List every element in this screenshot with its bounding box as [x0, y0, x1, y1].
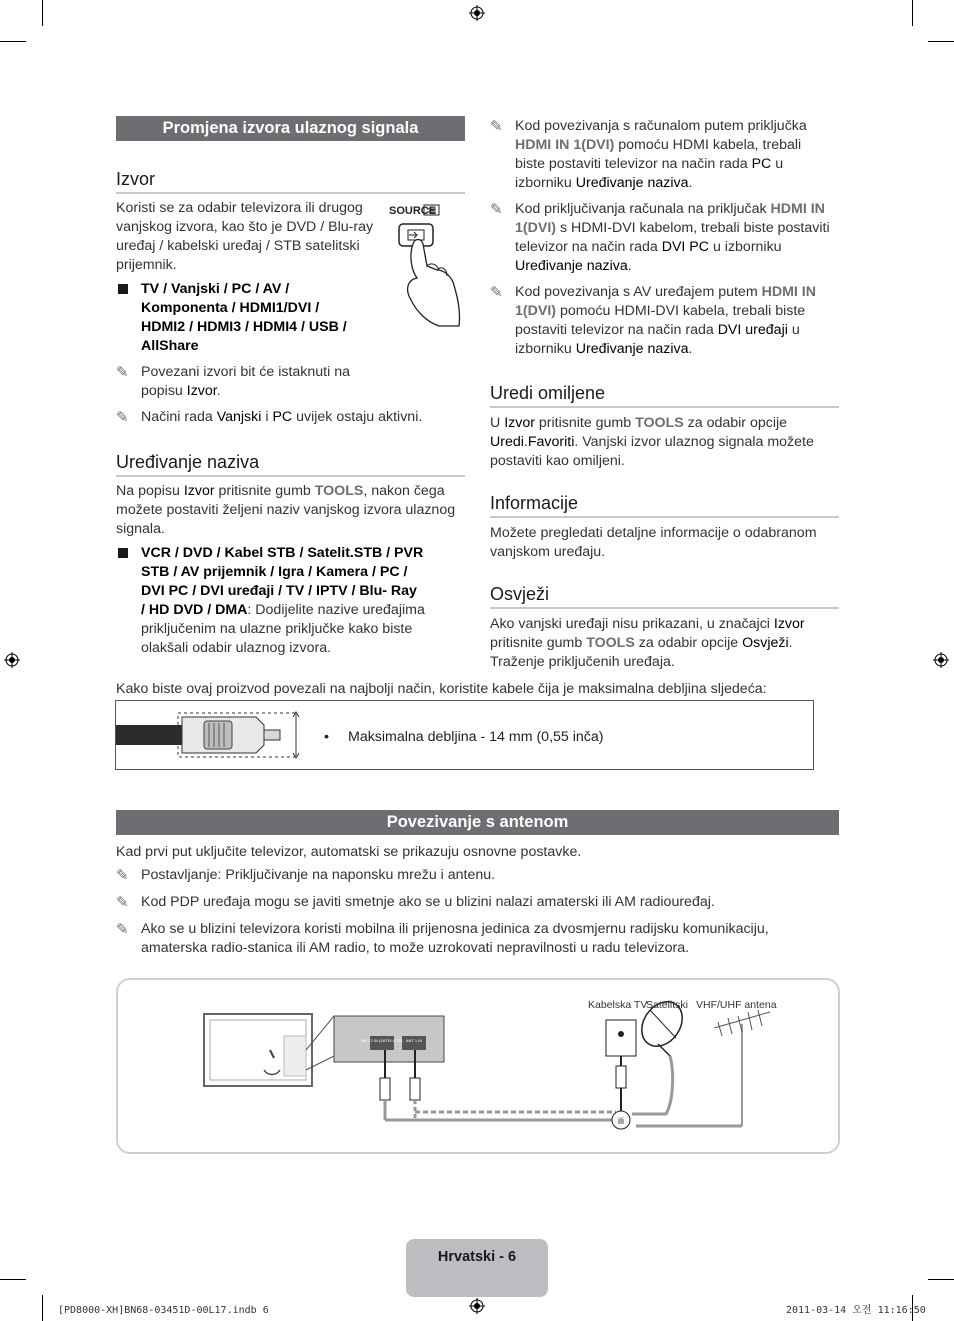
- footer-timestamp: 2011-03-14 오전 11:16:50: [786, 1305, 926, 1316]
- note-hdmi-pc: ✎ Kod povezivanja s računalom putem priključka HDMI IN 1(DVI) pomoću HDMI kabela, trebali biste postaviti televizor na način rada PC u izborniku Uređivanje naziva.: [490, 118, 807, 191]
- cable-plug-icon: [116, 711, 306, 759]
- max-thickness-text: Maksimalna debljina - 14 mm (0,55 inča): [348, 729, 604, 745]
- pencil-note-icon: ✎: [116, 409, 129, 426]
- antenna-intro: Kad prvi put uključite televizor, automatski se prikazuju osnovne postavke.: [116, 844, 582, 860]
- registration-mark-icon: [469, 5, 485, 21]
- note-pdp: ✎ Kod PDP uređaja mogu se javiti smetnje ako se u blizini nalazi amaterski ili AM radiouređaj.: [116, 894, 715, 911]
- section-band-antenna: Povezivanje s antenom: [116, 810, 839, 835]
- crop-mark: [42, 1295, 43, 1321]
- crop-mark: [928, 41, 954, 42]
- label-cable-tv: Kabelska TV: [588, 999, 648, 1011]
- connection-illustration: [118, 980, 838, 1152]
- heading-uredivanje-naziva: Uređivanje naziva: [116, 451, 465, 477]
- izvor-paragraph: Koristi se za odabir televizora ili drugog vanjskog izvora, kao što je DVD / Blu-ray uređaj / kabelski uređaj / STB satelitski prijemnik.: [116, 200, 374, 273]
- label-satellite: Satelitski: [646, 999, 689, 1011]
- source-list-line: Komponenta / HDMI1/DVI /: [141, 300, 320, 316]
- heading-uredi-omiljene: Uredi omiljene: [490, 382, 839, 408]
- cable-intro: Kako biste ovaj proizvod povezali na najbolji način, koristite kabele čija je maksimalna debljina sljedeća:: [116, 681, 767, 697]
- label-vhf-uhf: VHF/UHF antena: [696, 999, 777, 1011]
- registration-mark-icon: [933, 652, 949, 668]
- informacije-paragraph: Možete pregledati detaljne informacije o odabranom vanjskom uređaju.: [490, 525, 817, 560]
- pencil-note-icon: ✎: [116, 894, 129, 911]
- osvjezi-paragraph: Ako vanjski uređaji nisu prikazani, u značajci Izvor pritisnite gumb TOOLS za odabir opcije Osvježi. Traženje priključenih uređaja.: [490, 616, 805, 670]
- heading-izvor: Izvor: [116, 168, 465, 194]
- bullet-dot: •: [324, 729, 329, 745]
- crop-mark: [42, 0, 43, 26]
- pencil-note-icon: ✎: [490, 118, 503, 135]
- note-radio: ✎ Ako se u blizini televizora koristi mobilna ili prijenosna jedinica za dvosmjernu radijsku komunikaciju, amaterska radio-stanica ili AM radio, to može uzrokovati nepravilnosti u radu televizora.: [116, 921, 769, 956]
- registration-mark-icon: [4, 652, 20, 668]
- source-list-line: AllShare: [141, 338, 199, 354]
- note-text: Povezani izvori bit će istaknuti na popisu Izvor.: [141, 364, 350, 399]
- section-band-source: Promjena izvora ulaznog signala: [116, 116, 465, 141]
- pencil-note-icon: ✎: [116, 867, 129, 884]
- note-highlighted-sources: [116, 363, 465, 401]
- note-setup: ✎ Postavljanje: Priključivanje na naponsku mrežu i antenu.: [116, 867, 496, 884]
- bullet-square: [118, 548, 128, 558]
- note-text: Načini rada Vanjski i PC uvijek ostaju aktivni.: [141, 409, 423, 425]
- crop-mark: [0, 1279, 26, 1280]
- pencil-note-icon: ✎: [116, 921, 129, 938]
- note-always-active: [116, 408, 465, 427]
- source-label: SOURCE: [389, 205, 437, 217]
- or-label: ili: [618, 1116, 624, 1126]
- registration-mark-icon: [469, 1298, 485, 1314]
- source-list: [141, 280, 441, 356]
- source-list-line: HDMI2 / HDMI3 / HDMI4 / USB /: [141, 319, 347, 335]
- pencil-note-icon: ✎: [490, 284, 503, 301]
- note-hdmi-dvi-pc: ✎ Kod priključivanja računala na priključak HDMI IN 1(DVI) s HDMI-DVI kabelom, trebali biste postaviti televizor na način rada DVI PC u izborniku Uređivanje naziva.: [490, 201, 830, 274]
- cable-thickness-box: [115, 700, 814, 770]
- crop-mark: [928, 1279, 954, 1280]
- footer-filename: [PD8000-XH]BN68-03451D-00L17.indb 6: [58, 1305, 269, 1316]
- crop-mark: [0, 41, 26, 42]
- heading-osvjezi: Osvježi: [490, 583, 839, 609]
- panel-ant2-label: ANT 2 IN (SATELLITE): [361, 1038, 403, 1043]
- pencil-note-icon: ✎: [116, 364, 129, 381]
- crop-mark: [912, 0, 913, 26]
- page-number-tab: Hrvatski - 6: [406, 1239, 548, 1297]
- panel-ant1-label: ANT 1 IN: [405, 1038, 423, 1043]
- uredivanje-paragraph: Na popisu Izvor pritisnite gumb TOOLS, nakon čega možete postaviti željeni naziv vanjskog izvora ulaznog signala.: [116, 483, 456, 537]
- source-list-line: TV / Vanjski / PC / AV /: [141, 281, 290, 297]
- antenna-connection-diagram: [116, 978, 840, 1154]
- device-names-list: VCR / DVD / Kabel STB / Satelit.STB / PVR STB / AV prijemnik / Igra / Kamera / PC / DVI PC / DVI uređaji / TV / IPTV / Blu- Ray / HD DVD / DMA: Dodijelite nazive uređajima priključenim na ulazne priključke kako biste olakšali odabir ulaznog izvora.: [141, 545, 425, 656]
- bullet-square: [118, 284, 128, 294]
- heading-informacije: Informacije: [490, 492, 839, 518]
- pencil-note-icon: ✎: [490, 201, 503, 218]
- omiljene-paragraph: U Izvor pritisnite gumb TOOLS za odabir opcije Uredi.Favoriti. Vanjski izvor ulaznog signala možete postaviti kao omiljeni.: [490, 415, 814, 469]
- note-hdmi-av: ✎ Kod povezivanja s AV uređajem putem HDMI IN 1(DVI) pomoću HDMI-DVI kabela, trebali biste postaviti televizor na način rada DVI uređaji u izborniku Uređivanje naziva.: [490, 284, 816, 357]
